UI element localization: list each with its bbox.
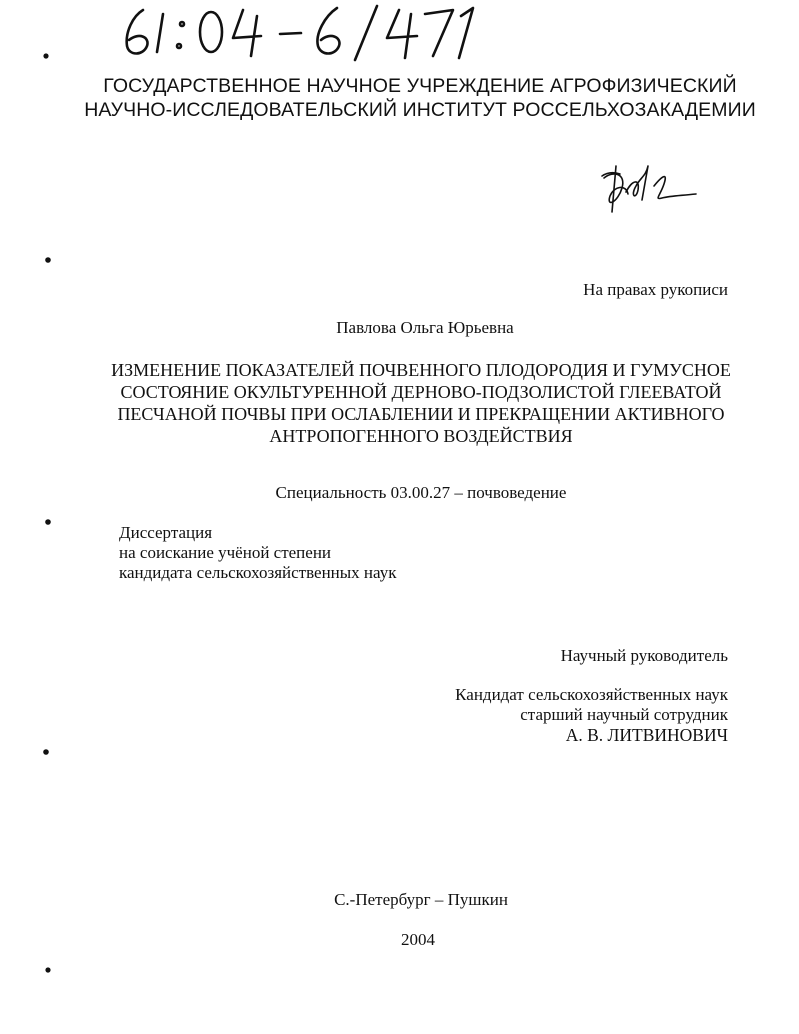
author-name: Павлова Ольга Юрьевна <box>336 318 514 337</box>
supervisor-position: старший научный сотрудник <box>520 705 728 724</box>
dissertation-degree <box>119 523 396 583</box>
dissertation-title <box>0 359 799 447</box>
scan-mark <box>42 52 50 60</box>
year: 2004 <box>401 930 435 949</box>
city: С.-Петербург – Пушкин <box>334 890 508 909</box>
supervisor-info <box>455 685 728 745</box>
rights-notice: На правах рукописи <box>583 280 728 299</box>
title-line-2: СОСТОЯНИЕ ОКУЛЬТУРЕННОЙ ДЕРНОВО-ПОДЗОЛИСТОЙ ГЛЕЕВАТОЙ <box>120 382 722 402</box>
institution-name <box>40 74 799 122</box>
specialty: Специальность 03.00.27 – почвоведение <box>275 483 567 502</box>
dissertation-line-3: кандидата сельскохозяйственных наук <box>119 563 397 582</box>
handwritten-archive-number <box>115 2 535 64</box>
handwritten-signature <box>596 156 702 218</box>
scan-mark <box>42 748 50 756</box>
supervisor-label: Научный руководитель <box>560 646 728 665</box>
scan-mark <box>44 256 52 264</box>
supervisor-name: А. В. ЛИТВИНОВИЧ <box>565 725 728 745</box>
institution-line-2: НАУЧНО-ИССЛЕДОВАТЕЛЬСКИЙ ИНСТИТУТ РОССЕЛЬХОЗАКАДЕМИИ <box>84 99 756 121</box>
institution-line-1: ГОСУДАРСТВЕННОЕ НАУЧНОЕ УЧРЕЖДЕНИЕ АГРОФИЗИЧЕСКИЙ <box>103 75 737 97</box>
dissertation-line-1: Диссертация <box>119 523 213 542</box>
scan-mark <box>44 518 52 526</box>
dissertation-line-2: на соискание учёной степени <box>119 543 332 562</box>
supervisor-degree: Кандидат сельскохозяйственных наук <box>455 685 728 704</box>
title-line-4: АНТРОПОГЕННОГО ВОЗДЕЙСТВИЯ <box>269 426 573 446</box>
scan-mark <box>44 966 52 974</box>
title-line-3: ПЕСЧАНОЙ ПОЧВЫ ПРИ ОСЛАБЛЕНИИ И ПРЕКРАЩЕНИИ АКТИВНОГО <box>117 404 725 424</box>
title-line-1: ИЗМЕНЕНИЕ ПОКАЗАТЕЛЕЙ ПОЧВЕННОГО ПЛОДОРОДИЯ И ГУМУСНОЕ <box>111 360 731 380</box>
